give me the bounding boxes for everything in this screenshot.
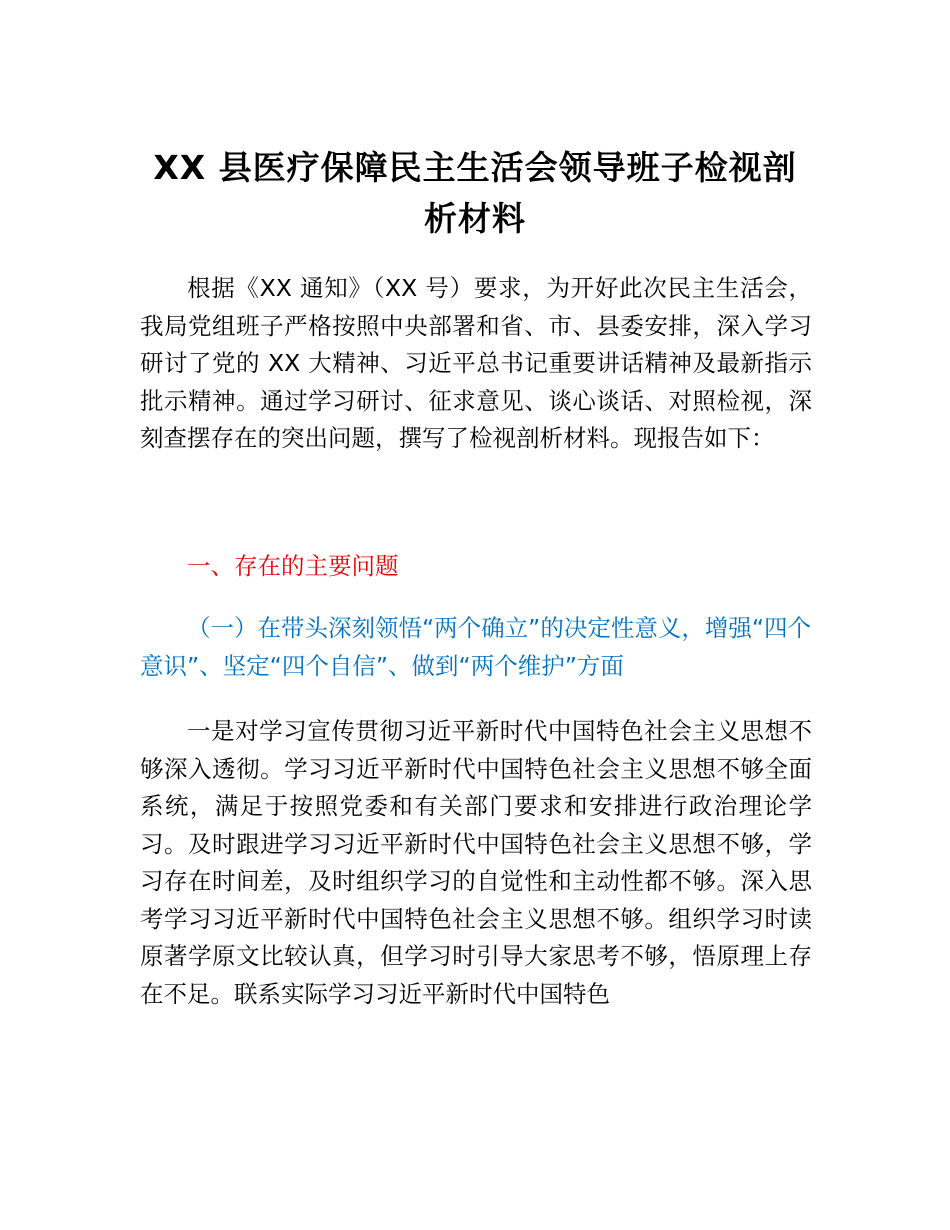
intro-paragraph: 根据《XX 通知》（XX 号）要求，为开好此次民主生活会，我局党组班子严格按照中央部署和省、市、县委安排，深入学习研讨了党的 XX 大精神、习近平总书记重要讲话精神及最新指示批示精神。通过学习研讨、征求意见、谈心谈话、对照检视，深刻查摆存在的突出问题，撰写了检视剖析材料。现报告如下： xyxy=(140,274,812,452)
subsection-heading: （一）在带头深刻领悟“两个确立”的决定性意义，增强“四个意识”、坚定“四个自信”、做到“两个维护”方面 xyxy=(140,614,812,680)
section-heading: 一、存在的主要问题 xyxy=(187,552,399,580)
document-title: XX 县医疗保障民主生活会领导班子检视剖析材料 xyxy=(153,148,797,238)
body-paragraph-1: 一是对学习宣传贯彻习近平新时代中国特色社会主义思想不够深入透彻。学习习近平新时代中国特色社会主义思想不够全面系统，满足于按照党委和有关部门要求和安排进行政治理论学习。及时跟进学习习近平新时代中国特色社会主义思想不够，学习存在时间差，及时组织学习的自觉性和主动性都不够。深入思考学习习近平新时代中国特色社会主义思想不够。组织学习时读原著学原文比较认真，但学习时引导大家思考不够，悟原理上存在不足。联系实际学习习近平新时代中国特色 xyxy=(140,717,812,1008)
